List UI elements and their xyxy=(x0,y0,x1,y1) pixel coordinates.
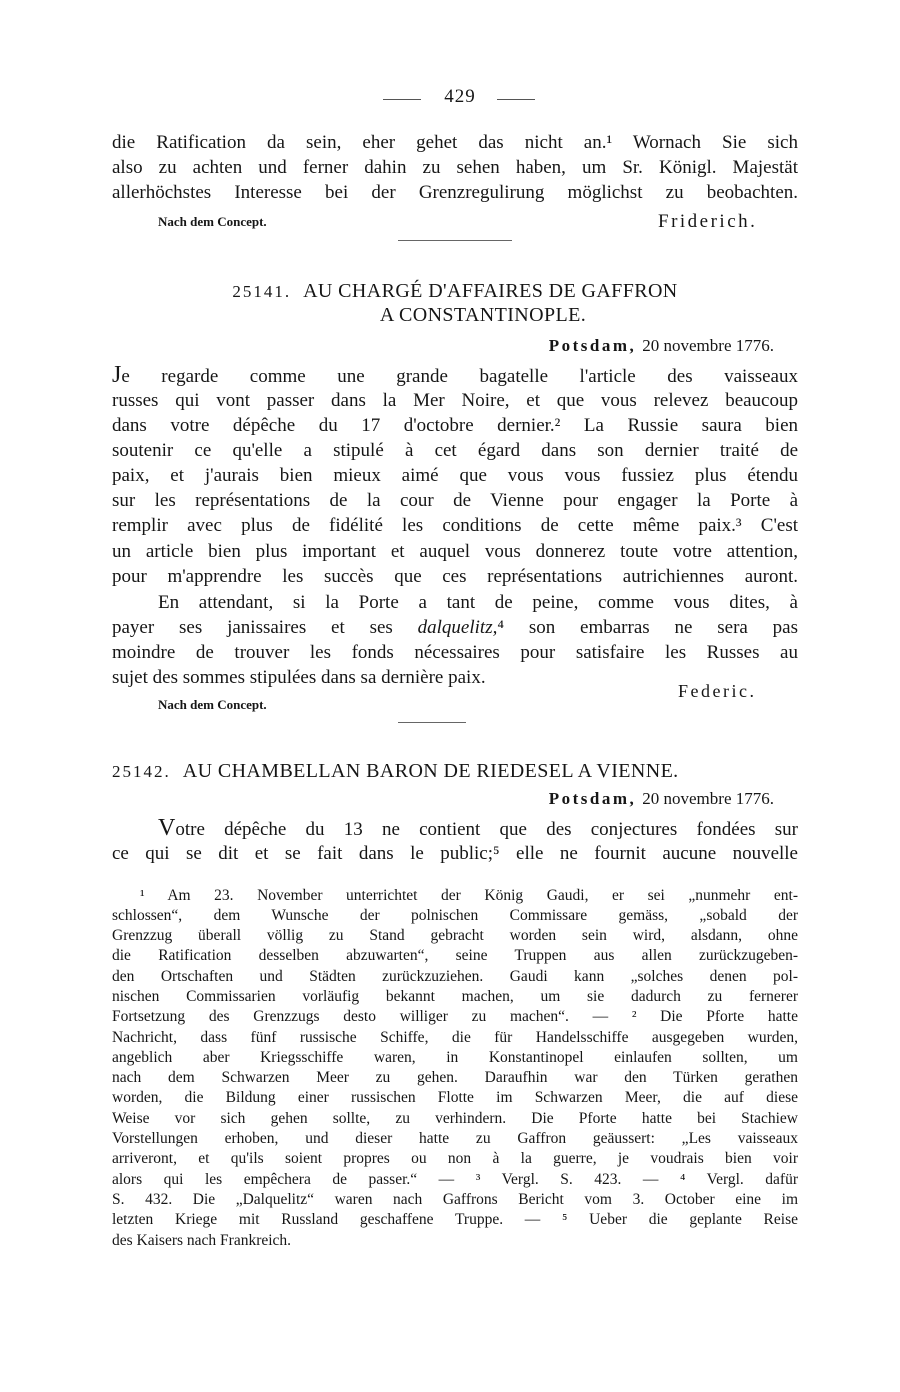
signature: Friderich. xyxy=(658,211,758,232)
text-line: allerhöchstes Interesse bei der Grenzregulirung möglichst zu beobachten. xyxy=(112,182,798,203)
text-line: die Ratification da sein, eher gehet das nicht an.¹ Wornach Sie sich xyxy=(112,132,798,153)
text-line: remplir avec plus de fidélité les conditions de cette même paix.³ C'est xyxy=(112,515,798,536)
letter-title-text: AU CHAMBELLAN BARON DE RIEDESEL A VIENNE. xyxy=(182,760,679,782)
text-line: dans votre dépêche du 17 d'octobre dernier.² La Russie saura bien xyxy=(112,415,798,436)
header-rule-left xyxy=(383,99,421,100)
page-header xyxy=(0,86,900,112)
letter-place: Potsdam, xyxy=(548,789,637,808)
page-number: 429 xyxy=(444,86,476,107)
footnote-line: die Ratification desselben abzuwarten“, seine Truppen aus allen zurückzugeben- xyxy=(112,947,798,964)
footnote-line: arriveront, et qu'ils soient propres ou non à la guerre, je voudrais bien voir xyxy=(112,1150,798,1167)
signature: Federic. xyxy=(678,681,757,701)
letter-number: 25141. xyxy=(232,282,292,301)
text-line: En attendant, si la Porte a tant de peine, comme vous dites, à xyxy=(158,592,798,613)
footnote-line: ¹ Am 23. November unterrichtet der König Gaudi, er sei „nunmehr ent- xyxy=(140,887,798,904)
letter-place: Potsdam, xyxy=(548,336,637,355)
header-rule-right xyxy=(497,99,535,100)
letter-date: 20 novembre 1776. xyxy=(642,789,774,808)
letter-title-line-2: A CONSTANTINOPLE. xyxy=(379,304,587,326)
text-line: Votre dépêche du 13 ne contient que des conjectures fondées sur xyxy=(158,815,798,841)
drop-cap: V xyxy=(158,815,176,841)
footnote-line: Nachricht, dass fünf russische Schiffe, die für Handelsschiffe ausgegeben wurden, xyxy=(112,1029,798,1046)
footnote-line: nach dem Schwarzen Meer zu gehen. Daraufhin war den Türken gerathen xyxy=(112,1069,798,1086)
letter-title xyxy=(112,280,798,303)
text-line: paix, et j'aurais bien mieux aimé que vous vous fussiez plus étendu xyxy=(112,465,798,486)
footnote-line: Grenzzug überall völlig zu Stand gebracht worden sein wird, alsdann, ohne xyxy=(112,927,798,944)
text-line: russes qui vont passer dans la Mer Noire, et que vous relevez beaucoup xyxy=(112,390,798,411)
footnote-line: S. 432. Die „Dalquelitz“ waren nach Gaffrons Bericht vom 3. October eine im xyxy=(112,1191,798,1208)
text-line: moindre de trouver les fonds nécessaires pour satisfaire les Russes au xyxy=(112,642,798,663)
text-line: pour m'apprendre les succès que ces représentations autrichiennes auront. xyxy=(112,566,798,587)
source-note: Nach dem Concept. xyxy=(158,697,267,712)
footnote-line: Vorstellungen erhoben, und dieser hatte zu Gaffron geäussert: „Les vaisseaux xyxy=(112,1130,798,1147)
italic-term: dalquelitz, xyxy=(417,617,498,638)
footnote-line: alors qui les empêchera de passer.“ — ³ Vergl. S. 423. — ⁴ Vergl. dafür xyxy=(112,1171,798,1188)
footnote-line: Weise vor sich gehen sollte, zu verhindern. Die Pforte hatte bei Stachiew xyxy=(112,1110,798,1127)
footnote-line: den Ortschaften und Städten zurückzuziehen. Gaudi kann „solches denen pol- xyxy=(112,968,798,985)
text-line: payer ses janissaires et ses dalquelitz,⁴ son embarras ne sera pas xyxy=(112,617,799,638)
text-line: un article bien plus important et auquel vous donnerez toute votre attention, xyxy=(112,541,798,562)
letter-number: 25142. xyxy=(112,762,171,781)
letter-date: 20 novembre 1776. xyxy=(642,336,774,355)
footnote-line: des Kaisers nach Frankreich. xyxy=(112,1232,292,1249)
source-note: Nach dem Concept. xyxy=(158,214,267,229)
text-line: sujet des sommes stipulées dans sa dernière paix. xyxy=(112,667,486,688)
footnote-line: schlossen“, dem Wunsche der polnischen Commissare gemäss, „sobald der xyxy=(112,907,798,924)
section-divider xyxy=(398,722,466,723)
letter-dateline xyxy=(549,789,774,809)
footnote-line: angeblich aber Kriegsschiffe waren, in Konstantinopel einlaufen sollten, um xyxy=(112,1049,798,1066)
letter-title xyxy=(112,760,798,783)
footnote-line: nischen Commissarien vorläufig bekannt machen, um sie dadurch zu fernerer xyxy=(112,988,798,1005)
footnote-line: letzten Kriege mit Russland geschaffene Truppe. — ⁵ Ueber die geplante Reise xyxy=(112,1211,798,1228)
footnote-line: worden, die Bildung einer russischen Flotte im Schwarzen Meer, die auf diese xyxy=(112,1089,798,1106)
footnote-line: Fortsetzung des Grenzzugs desto williger zu machen“. — ² Die Pforte hatte xyxy=(112,1008,798,1025)
text-line: also zu achten und ferner dahin zu sehen haben, um Sr. Königl. Majestät xyxy=(112,157,798,178)
text-line: soutenir ce qu'elle a stipulé à cet égard dans son dernier traité de xyxy=(112,440,798,461)
letter-dateline xyxy=(549,336,774,356)
text-line: ce qui se dit et se fait dans le public;⁵ elle ne fournit aucune nouvelle xyxy=(112,843,798,864)
text-line: Je regarde comme une grande bagatelle l'article des vaisseaux xyxy=(112,362,798,388)
section-divider xyxy=(398,240,512,241)
letter-title-line-1: AU CHARGÉ D'AFFAIRES DE GAFFRON xyxy=(303,280,678,302)
drop-cap: J xyxy=(112,362,122,388)
text-line: sur les représentations de la cour de Vienne pour engager la Porte à xyxy=(112,490,798,511)
